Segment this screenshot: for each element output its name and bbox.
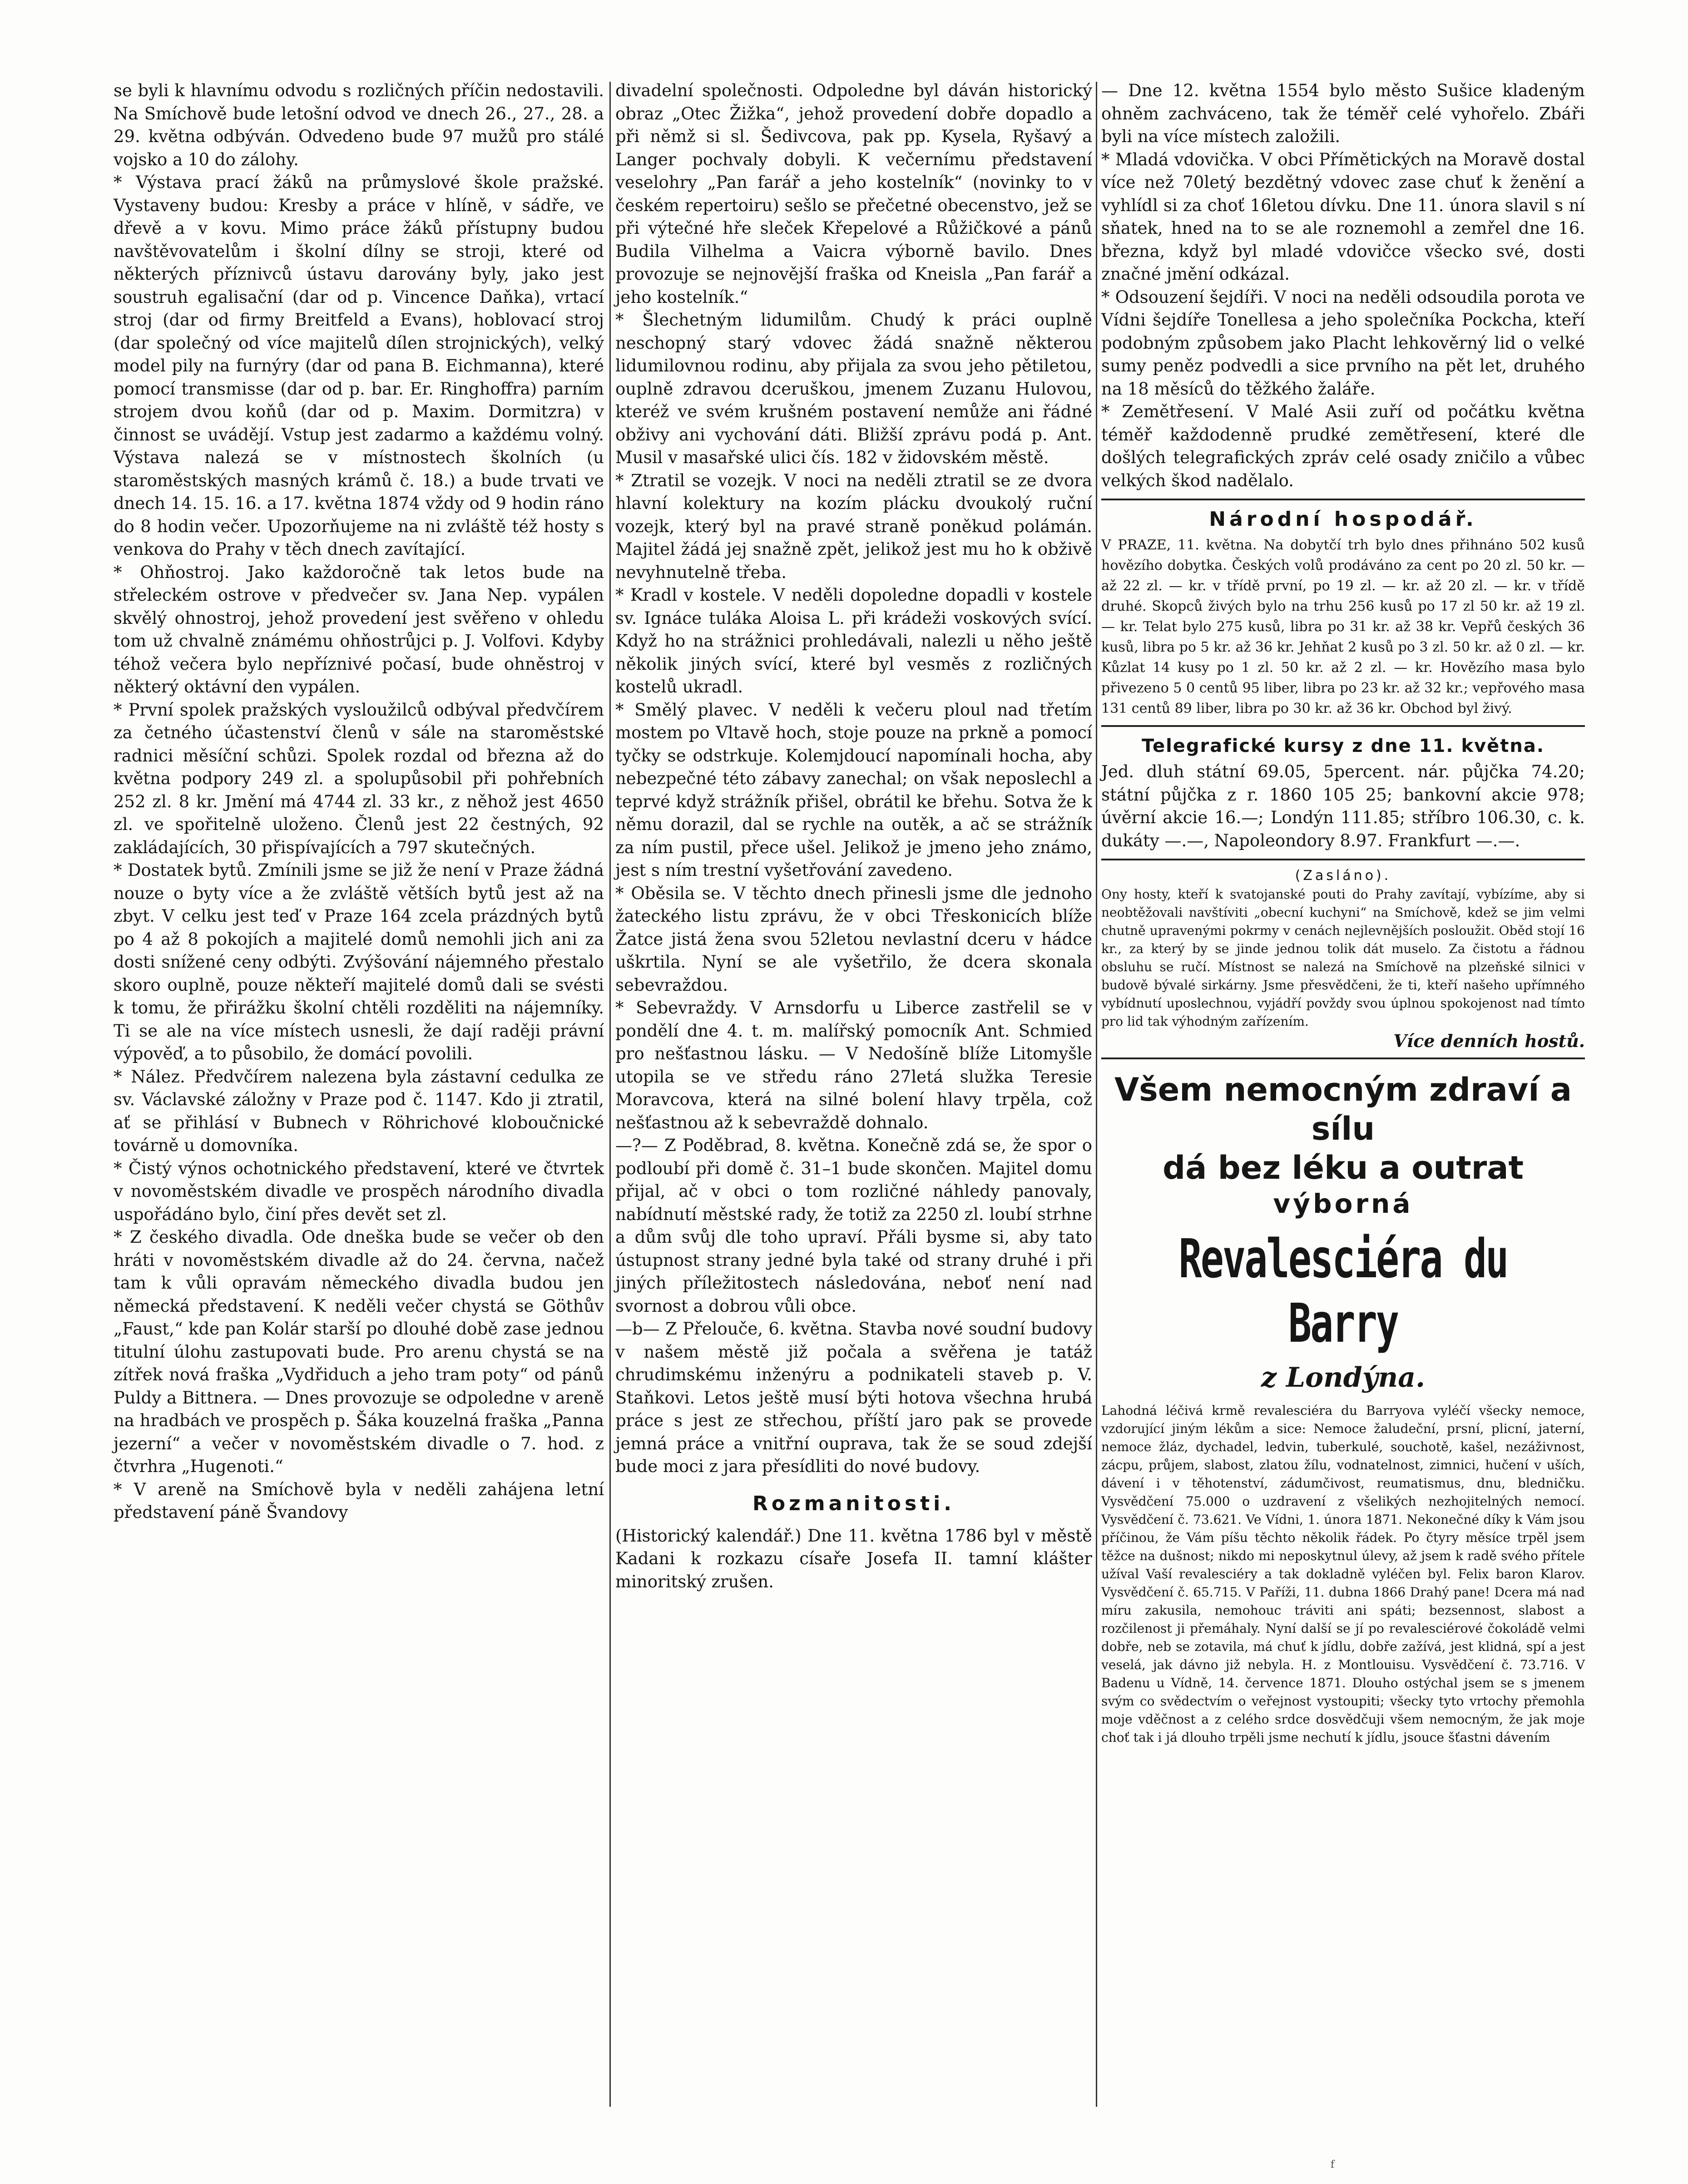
- article-spolek-vyslouzilcu: * První spolek pražských vysloužilců odbýval předvčírem za četného účastenství členů v sále na staroměstské radnici měsíční schůzi. Spolek rozdal od března až do května podpory 249 zl. a spolupůsobil při pohřebních 252 zl. 8 kr. Jmění má 4744 zl. 33 kr., z něhož jest 4650 zl. ve spořitelně uloženo. Členů jest 22 čestných, 92 zakládajících, 30 přispívajících a 797 skutečných.: [114, 700, 604, 857]
- article-ztratil-se-vozejk: * Ztratil se vozejk. V noci na neděli ztratil se ze dvora hlavní kolektury na kozím plácku dvoukolý ruční vozejk, který byl na pravé straně poněkud polámán. Majitel žádá jej snažně zpět, jelikož jest mu ho k obživě nevyhnutelně třeba.: [615, 470, 1092, 582]
- zaslano-signature: Více denních hostů.: [1393, 1031, 1585, 1051]
- article-ceske-divadlo: * Z českého divadla. Ode dneška bude se večer ob den hráti v novoměstském divadle až do 24. června, načež tam k vůli opravám německého divadla budou jen německá představení. K neděli večer chystá se Göthův „Faust,“ kde pan Kolár starší po dlouhé době zase jednou titulní úlohu zastupovati bude. Pro arenu chystá se na zítřek nová fraška „Vydřiduch a jeho tram poty“ od pánů Puldy a Bittnera. — Dnes provozuje se odpoledne v areně na hradbách ve prospěch p. Šáka kouzelná fraška „Panna jezerní“ a večer v novoměstském divadle o 7. hod. z čtvrhra „Hugenoti.“: [114, 1227, 604, 1476]
- column-2: [615, 79, 1092, 1593]
- article-smely-plavec: * Smělý plavec. V neděli k večeru ploul nad třetím mostem po Vltavě hoch, stoje pouze na prkně a pomocí tyčky se odstrkuje. Kolemjdoucí napomínali hocha, aby nebezpečné této zábavy zanechal; on však neposlechl a teprvé když strážník přišel, obrátil ke břehu. Sotva že k němu dorazil, dal se rychle na outěk, a ač se strážník za ním pustil, přece ušel. Jelikož je jmeno jeho známo, jest s ním trestní vyšetřování zavedeno.: [615, 700, 1092, 880]
- section-heading-zaslano: (Zasláno).: [1295, 868, 1391, 884]
- ad-headline-3: výborná: [1273, 1188, 1413, 1219]
- section-heading-rozmanitosti: Rozmanitosti.: [752, 1492, 955, 1515]
- article-zemetreseni: * Zemětřesení. V Malé Asii zuří od počátku května téměř každodenně prudké zemětřesení, které dle došlých telegrafických zpráv celé osady zničilo a vůbec velkých škod nadělalo.: [1101, 402, 1585, 490]
- section-heading-telegraficke-kursy: Telegrafické kursy z dne 11. května.: [1141, 736, 1545, 756]
- article-divadelni-spolecnost: divadelní společnosti. Odpoledne byl dáván historický obraz „Otec Žižka“, jehož provedení dobře dopadlo a při němž si sl. Šedivcova, pak pp. Kysela, Ryšavý a Langer pochvaly dobyli. K večernímu představení veselohry „Pan farář a jeho kostelník“ (novinky to v českém repertoiru) sešlo se přečetné obecenstvo, jež se při výtečné hře sleček Křepelové a Růžičkové a pánů Budila Vilhelma a Vaicra výborně bavilo. Dnes provozuje se nejnovější fraška od Kneisla „Pan farář a jeho kostelník.“: [615, 81, 1092, 307]
- article-cisty-vynos: * Čistý výnos ochotnického představení, které ve čtvrtek v novoměstském divadle ve prospěch národního divadla uspořádáno bylo, činí přes devět set zl.: [114, 1158, 604, 1224]
- divider: [1101, 725, 1585, 727]
- article-sebevrazdy: * Sebevraždy. V Arnsdorfu u Liberce zastřelil se v pondělí dne 4. t. m. malířský pomocník Ant. Schmied pro nešťastnou lásku. — V Nedošíně blíže Litomyšle utopila se ve středu ráno 27letá služka Teresie Moravcova, která na silné bolení hlavy trpěla, což nešťastnou až k sebevraždě dohnalo.: [615, 998, 1092, 1132]
- article-arena-smichov: * V areně na Smíchově byla v neděli zahájena letní představení páně Švandovy: [114, 1479, 604, 1522]
- article-nalez: * Nález. Předvčírem nalezena byla zástavní cedulka ze sv. Václavské záložny v Praze pod č. 1147. Kdo ji ztratil, ať se přihlásí v Bubnech v Röhrichové kloboučnické továrně u domovníka.: [114, 1067, 604, 1155]
- divider: [1101, 859, 1585, 860]
- article-historicky-kalendar: (Historický kalendář.) Dne 11. května 1786 byl v městě Kadani k rozkazu císaře Josefa II. tamní klášter minoritský zrušen.: [615, 1526, 1092, 1591]
- column-rule-right: [1096, 82, 1097, 2107]
- article-susice: — Dne 12. května 1554 bylo město Sušice kladeným ohněm zachváceno, tak že téměř celé vyhořelo. Zbáři byli na více místech založili.: [1101, 81, 1585, 146]
- ad-origin: z Londýna.: [1261, 1362, 1425, 1393]
- article-odsouzeni-sejdiri: * Odsouzení šejdíři. V noci na neděli odsoudila porota ve Vídni šejdíře Tonellesa a jeho společníka Pockcha, kteří podobným způsobem jako Placht lehkověrný lid o velké sumy peněz podvedli a sice prvního na pět let, druhého na 18 měsíců do těžkého žaláře.: [1101, 287, 1585, 399]
- article-mlada-vdovicka: * Mladá vdovička. V obci Přímětických na Moravě dostal více než 70letý bezdětný vdovec zase chuť k ženění a vyhlídl si za choť 16letou dívku. Dne 11. února slavil s ní sňatek, hned na to se ale roznemohl a zemřel dne 16. března, když byl mladé vdovičce všecko své, dosti značné jmění odkázal.: [1101, 149, 1585, 284]
- divider: [1101, 1057, 1585, 1059]
- zaslano-notice: Ony hosty, kteří k svatojanské pouti do Prahy zavítají, vybízíme, aby si neobtěžovali navštíviti „obecní kuchyni“ na Smíchově, kdež se jim velmi chutně upravenými pokrmy v cenách nejlevnějších posloužit. Oběd stojí 16 kr., za který by se jinde jednou tolik dát muselo. Za čistotu a řádnou obsluhu se ručí. Místnost se nalezá na Smíchově na plzeňské silnici v budově bývalé sirkárny. Jsme přesvědčeni, že ti, kteří našeho upřímného vybídnutí uposlechnou, vyjádří povždy svou úplnou spokojenost nad tímto pro lid tak výhodným zařízením.: [1101, 887, 1585, 1029]
- section-heading-narodni-hospodar: Národní hospodář.: [1209, 508, 1477, 531]
- page-mark: f: [1331, 2159, 1335, 2170]
- article-kradl-v-kostele: * Kradl v kostele. V neděli dopoledne dopadli v kostele sv. Ignáce tuláka Aloisa L. při krádeži voskových svící. Když ho na strážnici prohledávali, nalezli u něho ještě několik jiných svící, které byl vesměs z rozličných kostelů ukradl.: [615, 585, 1092, 697]
- article-ohnostroj: * Ohňostroj. Jako každoročně tak letos bude na střeleckém ostrove v předvečer sv. Jana Nep. vypálen skvělý ohnostroj, jehož provedení jest svěřeno v ohledu tom už chvalně známému ohňostrůjci p. J. Volfovi. Kdyby téhož večera bylo nepříznivé počasí, bude ohněstroj v některý oktávní den vypálen.: [114, 562, 604, 697]
- ad-product-name: Revalesciéra du Barry: [1178, 1227, 1508, 1354]
- article-dostatek-bytu: * Dostatek bytů. Zmínili jsme se již že není v Praze žádná nouze o byty více a že zvláště větších bytů jest až na zbyt. V celku jest teď v Praze 164 zcela prázdných bytů po 4 až 8 pokojích a majitelé domů nemohli jich ani za dosti snížené ceny odbýti. Zvýšování nájemného přestalo skoro ouplně, pouze někteří majitelé domů dali se svésti k tomu, že přirážku školní chtěli rozděliti na nájemníky. Ti se ale na více místech usnesli, že dají raději právní výpověď, a to působilo, že domácí povolili.: [114, 860, 604, 1063]
- article-slechetnym-lidumilum: * Šlechetným lidumilům. Chudý k práci ouplně neschopný starý vdovec žádá snažně některou lidumilovnou rodinu, aby přijala za svou jeho pětiletou, ouplně zdravou dceruškou, jmenem Zuzanu Hulovou, kteréž ve svém krušném postavení nemůže ani řádné obživy ani vychování dáti. Bližší zprávu podá p. Ant. Musil v masařské ulici čís. 182 v židovském městě.: [615, 310, 1092, 467]
- ad-headline-1: Všem nemocným zdraví a sílu: [1114, 1071, 1572, 1147]
- divider: [1101, 499, 1585, 500]
- article-odvod: se byli k hlavnímu odvodu s rozličných příčin nedostavili. Na Smíchově bude letošní odvod ve dnech 26., 27., 28. a 29. května odbýván. Odvedeno bude 97 mužů pro stálé vojsko a 10 do zálohy.: [114, 81, 604, 169]
- ad-headline-2: dá bez léku a outrat: [1163, 1149, 1524, 1186]
- article-z-podebrad: —?— Z Poděbrad, 8. května. Konečně zdá se, že spor o podloubí při domě č. 31–1 bude skončen. Majitel domu přijal, ač v obci o tom rozličné náhledy panovaly, nabídnutí městské rady, že totiž za 2250 zl. loubí strhne a dům svůj dle toho upraví. Přáli bysme si, aby tato ústupnost strany jedné byla také od strany druhé i při jiných příležitostech následována, neboť není nad svornost a dobrou vůli obce.: [615, 1136, 1092, 1316]
- column-3: [1101, 79, 1585, 1747]
- exchange-rates: Jed. dluh státní 69.05, 5percent. nár. půjčka 74.20; státní půjčka z r. 1860 105 25; bankovní akcie 978; úvěrní akcie 16.—; Londýn 111.85; stříbro 106.30, c. k. dukáty —.—, Napoleondory 8.97. Frankfurt —.—.: [1101, 762, 1585, 850]
- market-report: V PRAZE, 11. května. Na dobytčí trh bylo dnes přihnáno 502 kusů hovězího dobytka. Českých volů prodáváno za cent po 20 zl. 50 kr. — až 22 zl. — kr. v třídě první, po 19 zl. — kr. až 20 zl. — kr. v třídě druhé. Skopců živých bylo na trhu 256 kusů po 17 zl 50 kr. až 19 zl. — kr. Telat bylo 275 kusů, libra po 31 kr. až 38 kr. Vepřů českých 36 kusů, libra po 5 kr. až 36 kr. Jehňat 2 kusů po 3 zl. 50 kr. až 0 zl. — kr. Kůzlat 14 kusy po 1 zl. 50 kr. až 2 zl. — kr. Hovězího masa bylo přivezeno 5 0 centů 95 liber, libra po 23 kr. až 32 kr.; vepřového masa 131 centů 89 liber, libra po 30 kr. až 36 kr. Obchod byl živý.: [1101, 537, 1585, 716]
- column-1: [114, 79, 604, 1524]
- ad-body: Lahodná léčivá krmě revalesciéra du Barryova vyléčí všecky nemoce, vzdorující jiným lékům a sice: Nemoce žaludeční, prsní, plicní, jaterní, nemoce žláz, dychadel, ledvin, tuberkulé, souchotě, kašel, nezáživnost, zácpu, průjem, slabost, zlatou žílu, vodnatelnost, zimnici, hučení v uších, dávení i v těhotenství, zádumčivost, reumatismus, dnu, bledničku. Vysvědčení 75.000 o uzdravení z všelikých nezhojitelných nemocí. Vysvědčení č. 73.621. Ve Vídni, 1. února 1871. Nekonečné díky k Vám jsou příčinou, že Vám píšu těchto několik řádek. Po čtyry měsíce trpěl jsem těžce na dušnost; nikdo mi neposkytnul úlevy, až jsem k radě svého přítele užíval Vaší revalesciéry a tak dokladně vyléčen byl. Felix baron Klarov. Vysvědčení č. 65.715. V Paříži, 11. dubna 1866 Drahý pane! Dcera má nad míru zakusila, nemohouc tráviti ani spáti; bezsennost, slabost a rozčilenost ji přemáhaly. Nyní další se jí po revalesciérové čokoládě velmi dobře, neb se zotavila, má chuť k jídlu, dobře zažívá, jest klidná, spí a jest veselá, jak dávno již nebyla. H. z Montlouisu. Vysvědčení č. 73.716. V Badenu u Vídně, 14. července 1871. Dlouho ostýchal jsem se s jmenem svým co svědectvím o veřejnost vystoupiti; všecky tyto vrtochy přemohla moje vděčnost a z celého srdce dosvědčuji všem nemocným, že jak moje choť tak i já dlouho trpěli jsme nechutí k jídlu, jsouce šťastni dávením: [1101, 1403, 1585, 1745]
- article-vystava-praci: * Výstava prací žáků na průmyslové škole pražské. Vystaveny budou: Kresby a práce v hlíně, v sádře, ve dřevě a v kovu. Mimo práce žáků přístupny budou navštěvovatelům i školní dílny se stroji, které od některých příznivců ústavu darovány byly, jako jest soustruh egalisační (dar od p. Vincence Daňka), vrtací stroj (dar od firmy Breitfeld a Evans), hoblovací stroj (dar společný od více majitelů dílen strojnických), velký model pily na furnýry (dar od pana B. Eichmanna), které pomocí transmisse (dar od p. bar. Er. Ringhoffra) parním strojem dvou koňů (dar od p. Maxim. Dormitzra) v činnost se uvádějí. Vstup jest zadarmo a každému volný. Výstava nalezá se v místnostech školních (u staroměstských masných krámů č. 18.) a bude trvati ve dnech 14. 15. 16. a 17. května 1874 vždy od 9 hodin ráno do 8 hodin večer. Upozorňujeme na ni zvláště též hosty s venkova do Prahy v těch dnech zavítající.: [114, 173, 604, 559]
- article-obesila-se: * Oběsila se. V těchto dnech přinesli jsme dle jednoho žateckého listu zprávu, že v obci Třeskonicích blíže Žatce jistá žena svou 52letou nevlastní dceru v hádce uškrtila. Nyní se ale vyšetřilo, že dcera skonala sebevraždou.: [615, 883, 1092, 995]
- column-rule-left: [609, 82, 611, 2107]
- article-z-prelouce: —b— Z Přelouče, 6. května. Stavba nové soudní budovy v našem městě již počala a svěřena je tatáž chrudimskému inženýru a podnikateli staveb p. V. Staňkovi. Letos ještě musí býti hotova všechna hrubá práce s jest ze střechou, příští jaro pak se provede jemná práce a vnitřní ouprava, tak že se soud zdejší bude moci z jara přesídliti do nové budovy.: [615, 1319, 1092, 1476]
